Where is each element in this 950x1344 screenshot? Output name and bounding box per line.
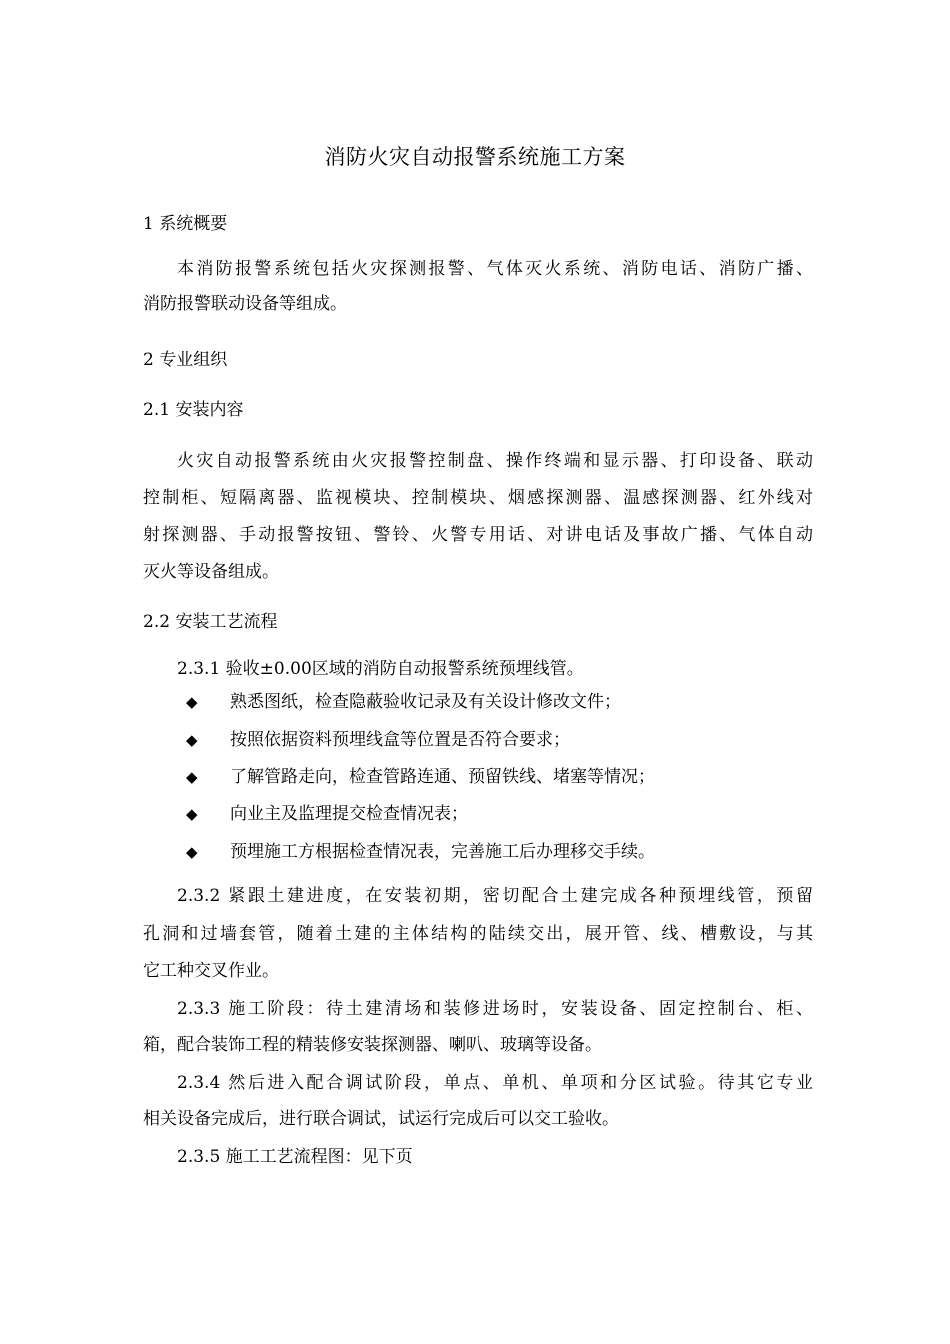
section-2-1-heading: 2.1 安装内容 xyxy=(143,400,244,420)
section-2-3-3-line-1: 2.3.3 施工阶段：待土建清场和装修进场时，安装设备、固定控制台、柜、 xyxy=(177,999,813,1019)
section-2-3-5-text: 2.3.5 施工工艺流程图：见下页 xyxy=(177,1147,413,1167)
section-2-3-3-line-2: 箱，配合装饰工程的精装修安装探测器、喇叭、玻璃等设备。 xyxy=(143,1035,602,1055)
section-2-3-2-line-2: 孔洞和过墙套管，随着土建的主体结构的陆续交出，展开管、线、槽敷设，与其 xyxy=(143,924,813,944)
list-item-text: 按照依据资料预埋线盒等位置是否符合要求； xyxy=(230,730,570,750)
section-2-3-4-line-2: 相关设备完成后，进行联合调试，试运行完成后可以交工验收。 xyxy=(143,1109,619,1129)
diamond-bullet-icon: ◆ xyxy=(186,693,198,711)
list-item xyxy=(186,764,813,790)
section-2-2-heading: 2.2 安装工艺流程 xyxy=(143,612,278,632)
list-item xyxy=(186,839,813,865)
section-2-1-paragraph-line-1: 火灾自动报警系统由火灾报警控制盘、操作终端和显示器、打印设备、联动 xyxy=(177,451,813,471)
section-2-3-2-line-3: 它工种交叉作业。 xyxy=(143,961,279,981)
diamond-bullet-icon: ◆ xyxy=(186,805,198,823)
section-2-3-2-line-1: 2.3.2 紧跟土建进度，在安装初期，密切配合土建完成各种预埋线管，预留 xyxy=(177,886,813,906)
list-item xyxy=(186,727,813,753)
section-2-1-paragraph-line-4: 灭火等设备组成。 xyxy=(143,562,279,582)
diamond-bullet-icon: ◆ xyxy=(186,768,198,786)
section-2-3-1-text: 2.3.1 验收±0.00区域的消防自动报警系统预埋线管。 xyxy=(177,659,584,679)
section-1-paragraph-line-2: 消防报警联动设备等组成。 xyxy=(143,294,347,314)
section-2-1-paragraph-line-3: 射探测器、手动报警按钮、警铃、火警专用话、对讲电话及事故广播、气体自动 xyxy=(143,525,813,545)
section-1-heading: 1 系统概要 xyxy=(143,214,228,234)
list-item-text: 熟悉图纸，检查隐蔽验收记录及有关设计修改文件； xyxy=(230,692,621,712)
document-title: 消防火灾自动报警系统施工方案 xyxy=(324,145,626,169)
section-1-paragraph-line-1: 本消防报警系统包括火灾探测报警、气体灭火系统、消防电话、消防广播、 xyxy=(177,259,813,279)
section-2-1-paragraph-line-2: 控制柜、短隔离器、监视模块、控制模块、烟感探测器、温感探测器、红外线对 xyxy=(143,488,813,508)
section-2-3-4-line-1: 2.3.4 然后进入配合调试阶段，单点、单机、单项和分区试验。待其它专业 xyxy=(177,1073,813,1093)
list-item xyxy=(186,801,813,827)
list-item xyxy=(186,689,813,715)
diamond-bullet-icon: ◆ xyxy=(186,843,198,861)
diamond-bullet-icon: ◆ xyxy=(186,731,198,749)
list-item-text: 向业主及监理提交检查情况表； xyxy=(230,804,468,824)
list-item-text: 了解管路走向，检查管路连通、预留铁线、堵塞等情况； xyxy=(230,767,655,787)
section-2-heading: 2 专业组织 xyxy=(143,350,228,370)
list-item-text: 预埋施工方根据检查情况表，完善施工后办理移交手续。 xyxy=(230,842,655,862)
